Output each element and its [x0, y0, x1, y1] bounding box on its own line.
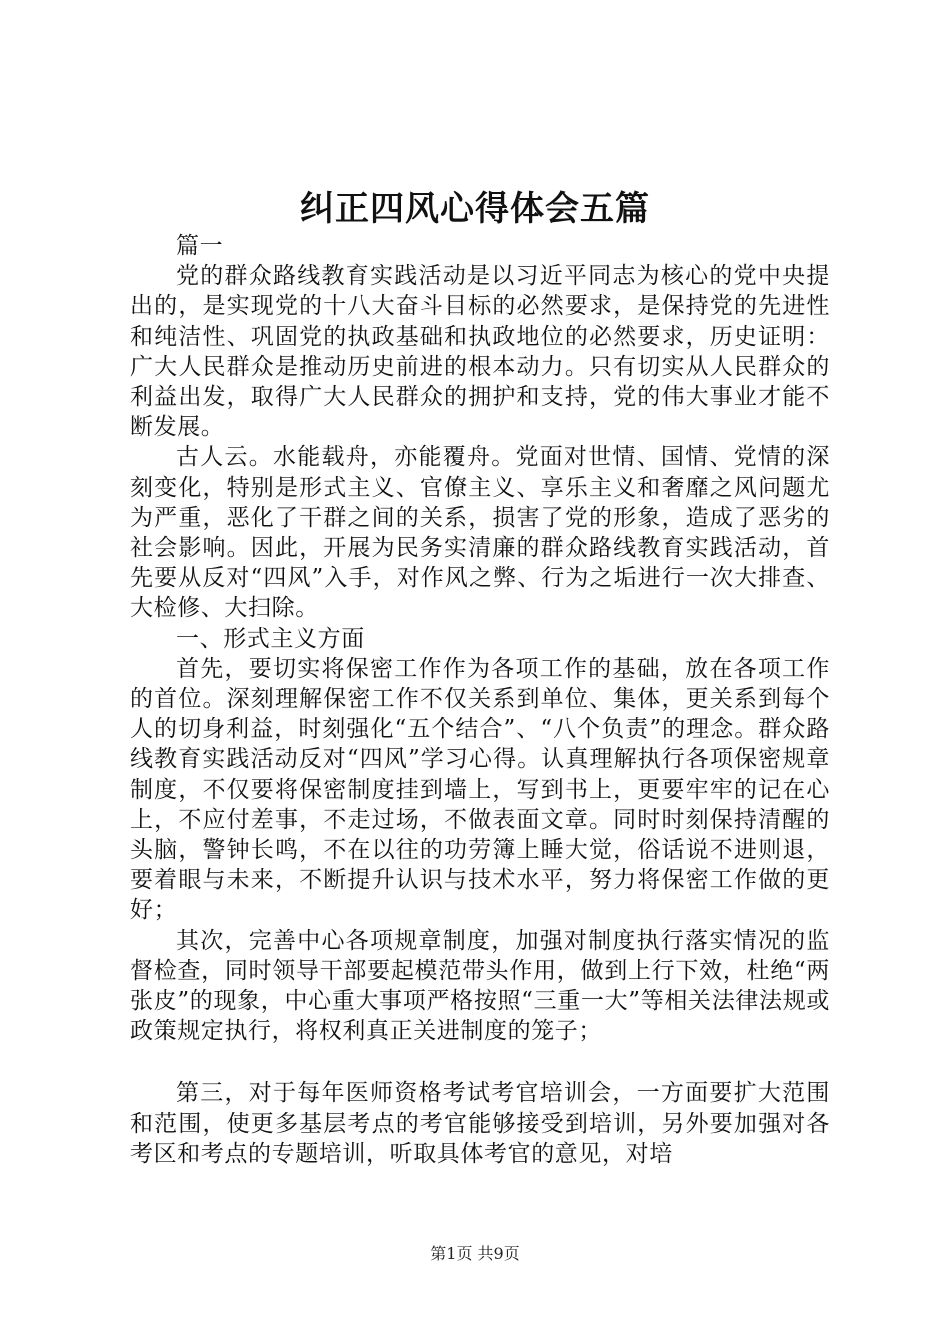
body-paragraph: 第三，对于每年医师资格考试考官培训会，一方面要扩大范围和范围，使更多基层考点的考官能够接受到培训，另外要加强对各考区和考点的专题培训，听取具体考官的意见，对培 — [130, 1080, 830, 1167]
subsection-heading: 一、形式主义方面 — [176, 625, 365, 652]
body-paragraph: 首先，要切实将保密工作作为各项工作的基础，放在各项工作的首位。深刻理解保密工作不仅关系到单位、集体，更关系到每个人的切身利益，时刻强化“五个结合”、“八个负责”的理念。群众路线教育实践活动反对“四风”学习心得。认真理解执行各项保密规章制度，不仅要将保密制度挂到墙上，写到书上，更要牢牢的记在心上，不应付差事，不走过场，不做表面文章。同时时刻保持清醒的头脑，警钟长鸣，不在以往的功劳簿上睡大觉，俗话说不进则退，要着眼与未来，不断提升认识与技术水平，努力将保密工作做的更好； — [130, 655, 830, 924]
document-title: 纠正四风心得体会五篇 — [300, 189, 650, 229]
page-number-footer: 第1页 共9页 — [430, 1244, 520, 1263]
section-heading-part-one: 篇一 — [176, 233, 224, 259]
body-paragraph: 其次，完善中心各项规章制度，加强对制度执行落实情况的监督检查，同时领导干部要起模范带头作用，做到上行下效，杜绝“两张皮”的现象，中心重大事项严格按照“三重一大”等相关法律法规或政策规定执行，将权利真正关进制度的笼子； — [130, 927, 830, 1045]
body-paragraph: 古人云。水能载舟，亦能覆舟。党面对世情、国情、党情的深刻变化，特别是形式主义、官僚主义、享乐主义和奢靡之风问题尤为严重，恶化了干群之间的关系，损害了党的形象，造成了恶劣的社会影响。因此，开展为民务实清廉的群众路线教育实践活动，首先要从反对“四风”入手，对作风之弊、行为之垢进行一次大排查、大检修、大扫除。 — [130, 444, 830, 622]
document-body — [130, 231, 830, 1169]
body-paragraph: 党的群众路线教育实践活动是以习近平同志为核心的党中央提出的，是实现党的十八大奋斗目标的必然要求，是保持党的先进性和纯洁性、巩固党的执政基础和执政地位的必然要求，历史证明：广大人民群众是推动历史前进的根本动力。只有切实从人民群众的利益出发，取得广大人民群众的拥护和支持，党的伟大事业才能不断发展。 — [130, 263, 830, 441]
